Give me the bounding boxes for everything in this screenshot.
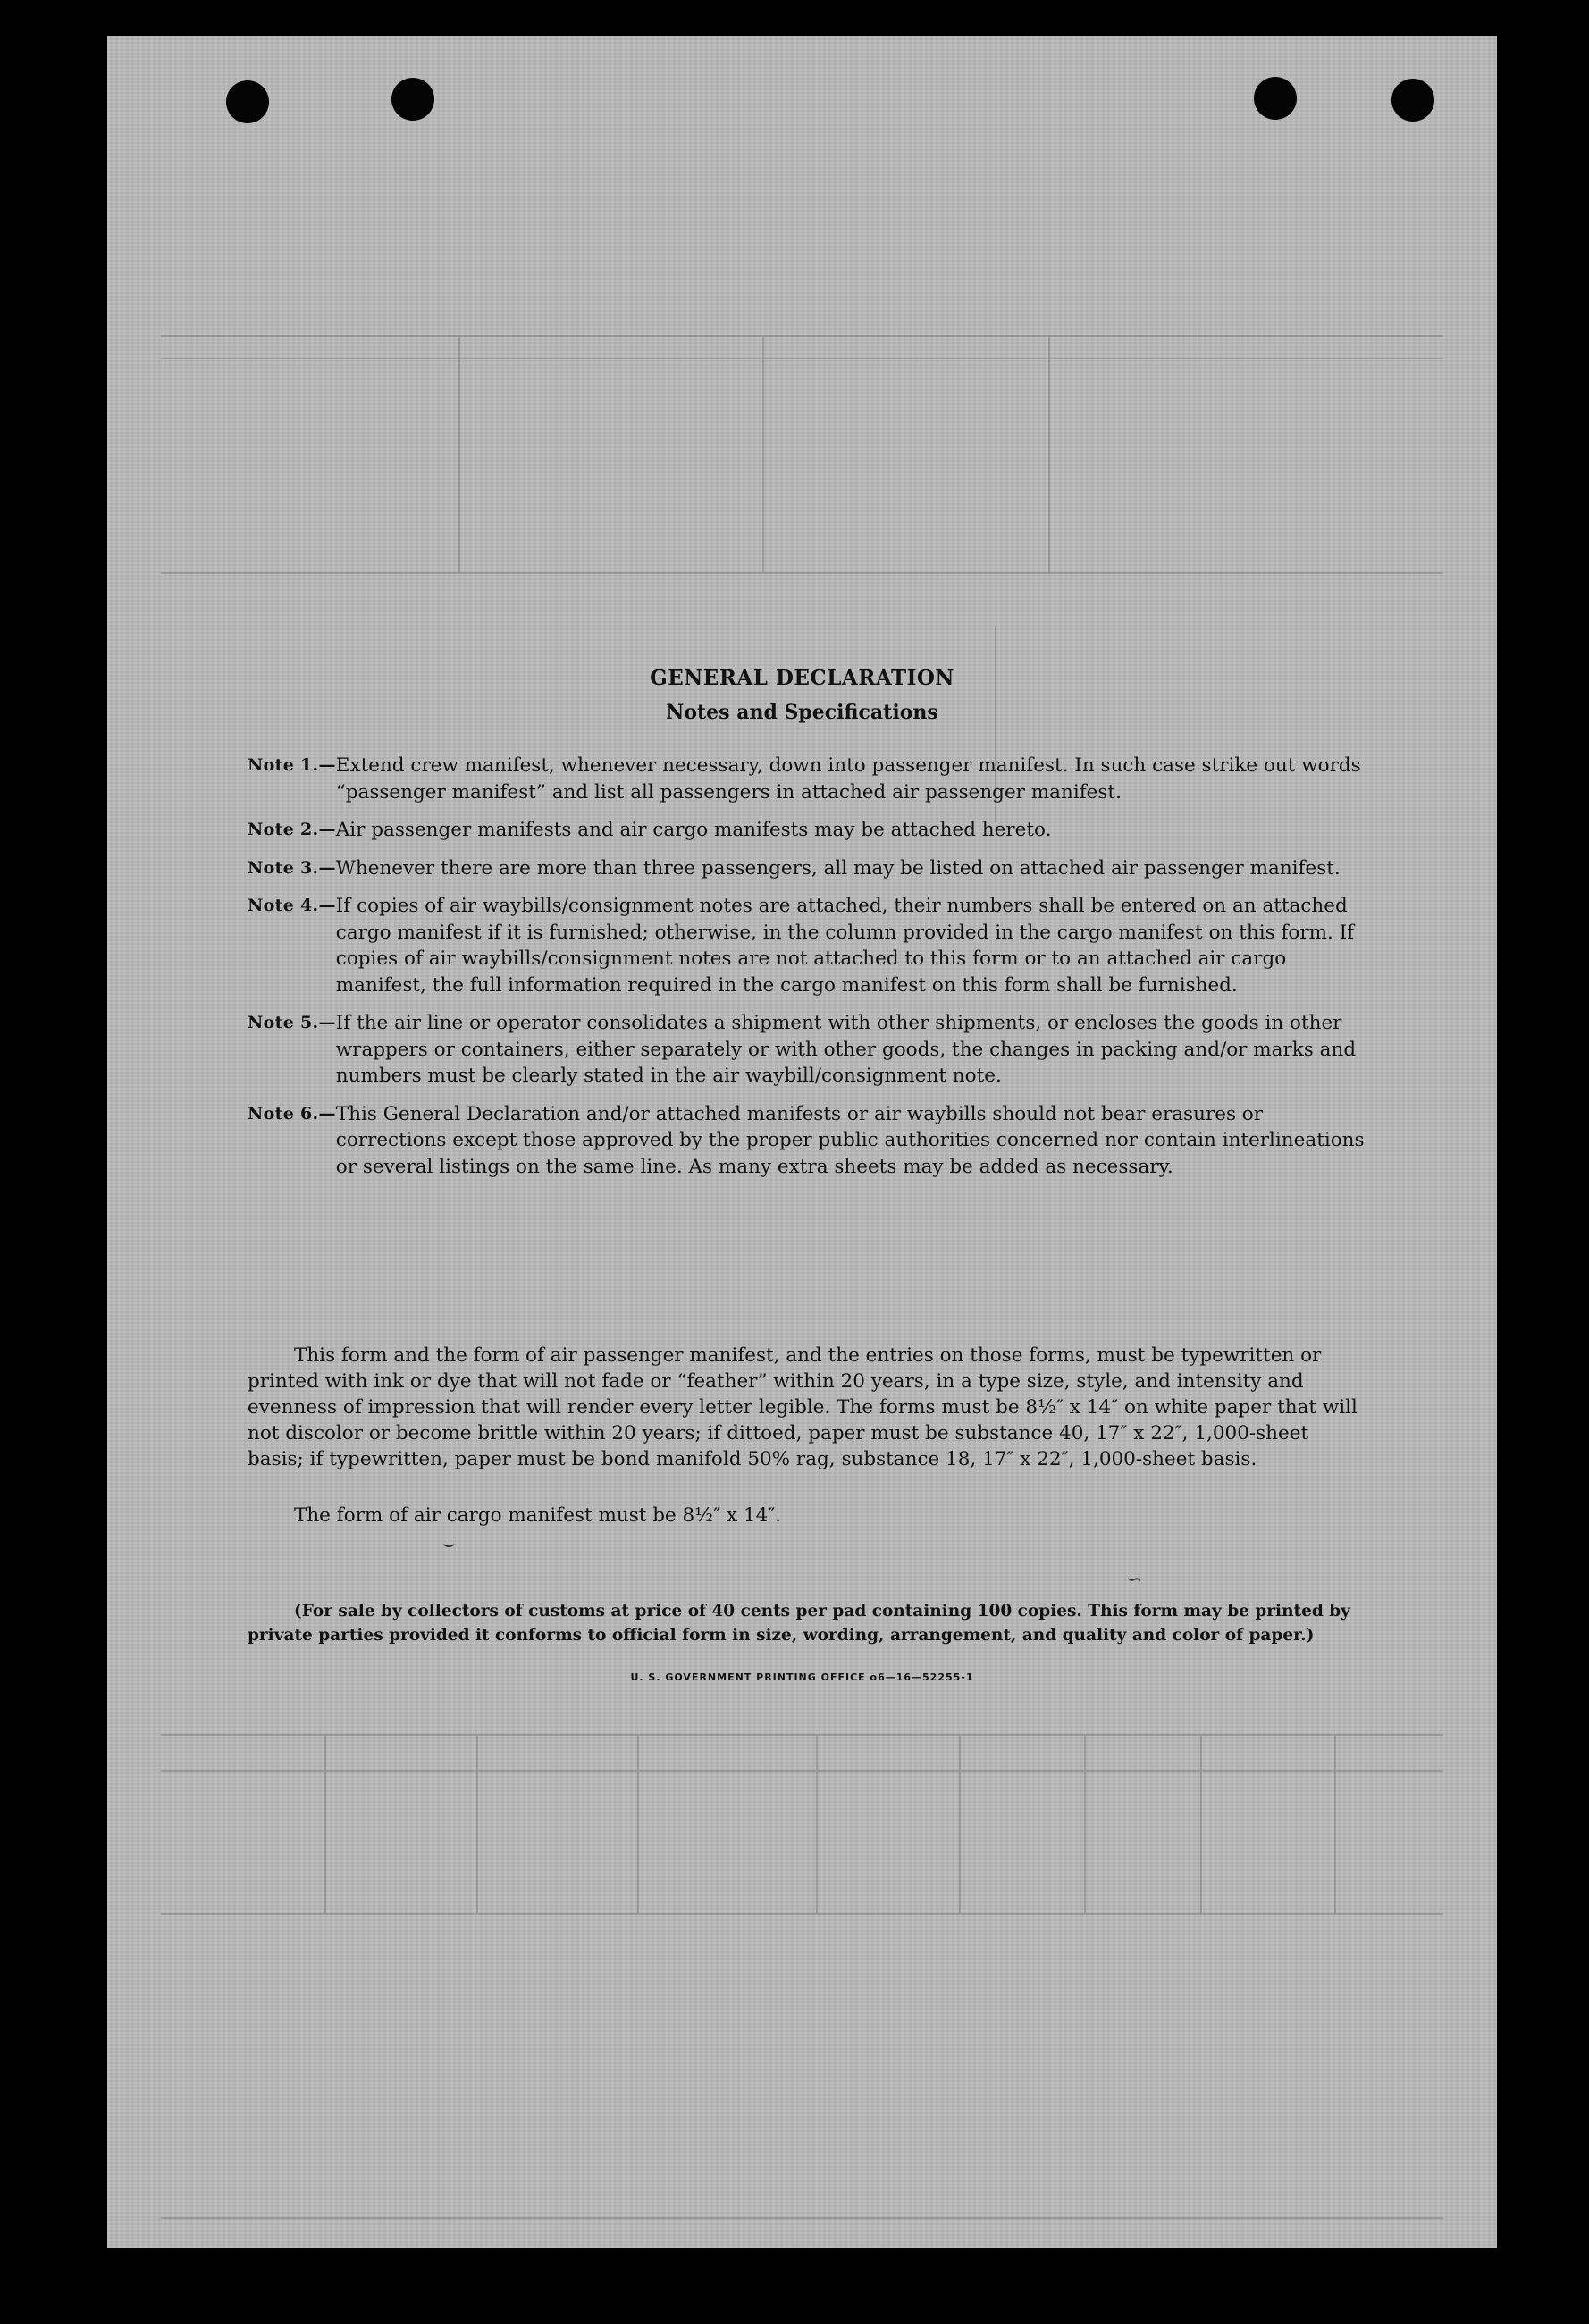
page-title: GENERAL DECLARATION — [650, 666, 954, 690]
pen-mark: ∽ — [1126, 1569, 1143, 1591]
note-text: Whenever there are more than three passengers, all may be listed on attached air passenger manifest. — [335, 856, 1341, 880]
note-label: Note 5.— — [248, 1013, 336, 1032]
punch-hole-right-2 — [1391, 79, 1434, 122]
note-text: If copies of air waybills/consignment notes are attached, their numbers shall be entered on an attached cargo manifest if it is furnished; otherwise, in the column provided in the cargo manifest on this form. If copies of air waybills/consignment notes are not attached to this form or to an attached air cargo manifest, the full information required in the cargo manifest on this form shall be furnished. — [335, 895, 1355, 997]
note-label: Note 6.— — [248, 1103, 336, 1124]
printer-imprint: U. S. GOVERNMENT PRINTING OFFICE o6—16—52255-1 — [630, 1671, 974, 1683]
cargo-form-note: The form of air cargo manifest must be 8½″ x 14″. — [294, 1504, 782, 1527]
punch-hole-left-2 — [391, 78, 434, 121]
pen-mark: ⌣ — [442, 1533, 456, 1555]
note-item — [248, 753, 1369, 805]
note-label: Note 4.— — [248, 896, 336, 915]
note-item — [248, 1010, 1369, 1090]
note-label: Note 1.— — [248, 755, 336, 775]
note-item — [248, 817, 1369, 844]
note-text: Air passenger manifests and air cargo manifests may be attached hereto. — [335, 819, 1052, 841]
page-subtitle: Notes and Specifications — [666, 701, 938, 724]
notes-list — [248, 753, 1369, 1191]
punch-hole-left-1 — [226, 80, 269, 123]
note-item — [248, 893, 1369, 998]
note-label: Note 3.— — [248, 857, 336, 878]
note-item — [248, 1101, 1369, 1181]
punch-hole-right-1 — [1254, 77, 1297, 120]
note-text: Extend crew manifest, whenever necessary, down into passenger manifest. In such case strike out words “passenger manifest” and list all passengers in attached air passenger manifest. — [335, 754, 1361, 804]
note-label: Note 2.— — [248, 820, 336, 839]
note-text: If the air line or operator consolidates a shipment with other shipments, or encloses the goods in other wrappers or containers, either separately or with other goods, the changes in packing and/or marks and numbers must be clearly stated in the air waybill/consignment note. — [335, 1012, 1357, 1087]
document-page — [107, 36, 1497, 2248]
note-item — [248, 855, 1369, 882]
specification-paragraph: This form and the form of air passenger manifest, and the entries on those forms, must be typewritten or printed with ink or dye that will not fade or “feather” within 20 years, in a type size, style, and intensity and evenness of impression that will render every letter legible. The forms must be 8½″ x 14″ on white paper that will not discolor or become brittle within 20 years; if dittoed, paper must be substance 40, 17″ x 22″, 1,000-sheet basis; if typewritten, paper must be bond manifold 50% rag, substance 18, 17″ x 22″, 1,000-sheet basis. — [248, 1344, 1358, 1470]
note-text: This General Declaration and/or attached manifests or air waybills should not bear erasures or corrections except those approved by the proper public authorities concerned nor contain interlineations or several listings on the same line. As many extra sheets may be added as necessary. — [335, 1102, 1365, 1178]
sale-note: (For sale by collectors of customs at price of 40 cents per pad containing 100 copies. This form may be printed by private parties provided it conforms to official form in size, wording, arrangement, and quality and color of paper.) — [248, 1602, 1350, 1645]
